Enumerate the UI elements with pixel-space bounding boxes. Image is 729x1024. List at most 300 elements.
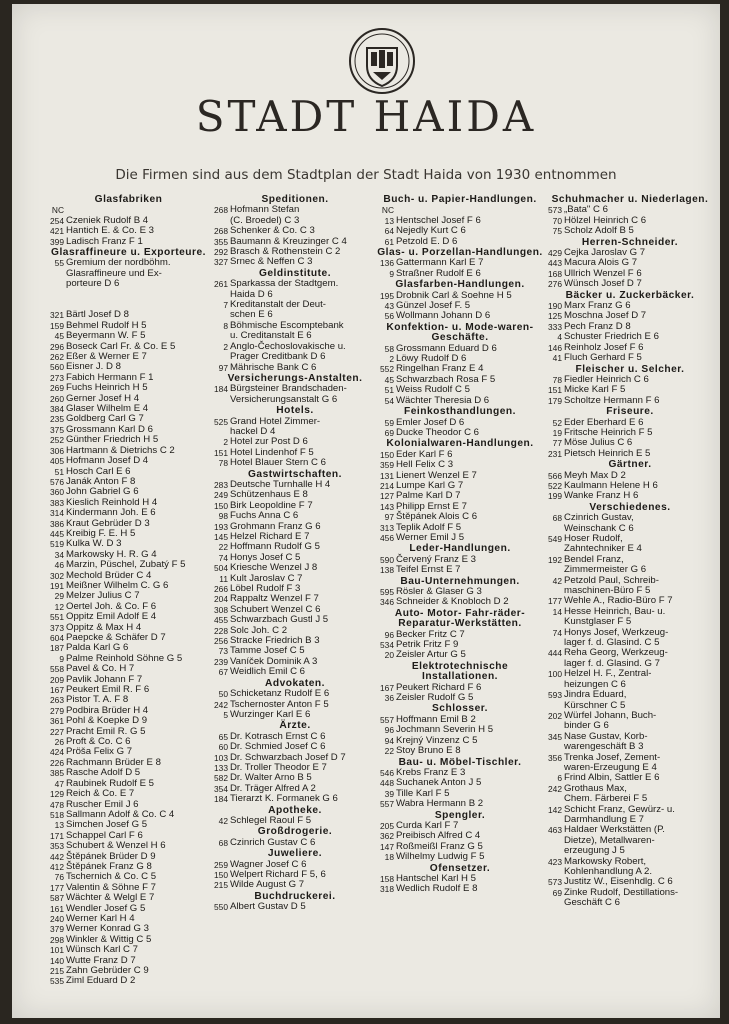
firm-name: Günzel Josef F. 5	[396, 300, 471, 312]
map-number: 78	[218, 458, 228, 469]
firm-name: Goldberg Carl G 7	[66, 413, 144, 425]
listing-entry	[210, 880, 380, 890]
firm-name: Wanke Franz H 6	[564, 490, 639, 502]
firm-name: Fritsche Heinrich F 5	[564, 426, 653, 438]
firm-name: Schwarzbach Gustl J 5	[230, 614, 329, 626]
firm-name: Honys Josef C 5	[230, 551, 301, 563]
category-heading: Elektrotechnische Installationen.	[411, 660, 509, 683]
listing-entry	[376, 269, 544, 279]
listing-entry	[46, 258, 211, 268]
map-number: 68	[552, 513, 562, 524]
listing-entry	[544, 576, 716, 586]
map-number: 456	[380, 532, 394, 543]
firm-name: Suchanek Anton J 5	[396, 777, 482, 789]
firm-name: Kindermann Joh. E 6	[66, 507, 156, 519]
map-number: 302	[50, 570, 64, 581]
map-number: 549	[548, 534, 562, 544]
map-number: 604	[50, 633, 64, 644]
listing-entry	[46, 237, 211, 247]
map-number: 478	[50, 799, 64, 810]
map-number: 354	[214, 783, 228, 794]
map-number: 69	[552, 887, 562, 898]
map-number: 177	[548, 596, 562, 607]
document-page	[12, 4, 720, 1018]
map-number: 18	[384, 852, 394, 863]
firm-name: Hotel Blauer Stern C 6	[230, 457, 326, 469]
map-number: 161	[50, 903, 64, 914]
firm-name: Rappaltz Wenzel F 7	[230, 593, 319, 605]
map-number: 260	[50, 393, 64, 404]
firm-name: Deutsche Turnhalle H 4	[230, 478, 331, 490]
map-number: 504	[214, 563, 228, 574]
listing-continuation: Dietze), Metallwaren-	[564, 834, 655, 846]
listing-entry	[210, 321, 380, 331]
firm-name: Petzold Paul, Schreib-	[564, 574, 659, 586]
listing-entry	[376, 396, 544, 406]
firm-name: Hölzel Heinrich C 6	[564, 214, 647, 226]
firm-name: Justitz W., Eisenhdlg. C 6	[564, 876, 673, 888]
firm-name: Zeisler Rudolf G 5	[396, 692, 474, 704]
map-number: 64	[384, 226, 394, 237]
firm-name: Tierarzt K. Formanek G 6	[230, 793, 338, 805]
map-number: 78	[552, 374, 562, 385]
map-number: 187	[50, 643, 64, 654]
firm-name: Grand Hotel Zimmer-	[230, 415, 321, 427]
firm-name: Schubert Wenzel C 6	[230, 603, 321, 615]
firm-name: Meißner Wilhelm C. G 6	[66, 579, 169, 591]
map-number: 448	[380, 778, 394, 789]
map-number: 73	[218, 646, 228, 657]
firm-name: Wächter & Welgl E 7	[66, 892, 155, 904]
firm-name: Schlegel Raoul F 5	[230, 814, 312, 826]
firm-name: Bendel Franz,	[564, 553, 624, 565]
map-number: 177	[50, 882, 64, 893]
listing-entry	[210, 794, 380, 804]
firm-name: Oppitz & Max H 4	[66, 621, 142, 633]
firm-name: Hoffmann Emil B 2	[396, 713, 476, 725]
firm-name: Hofmann Josef D 4	[66, 455, 149, 467]
firm-name: Sallmann Adolf & Co. C 4	[66, 808, 175, 820]
firm-name: Lumpe Karl G 7	[396, 479, 464, 491]
map-number: 202	[548, 710, 562, 721]
firm-name: Štěpánek Franz G 8	[66, 860, 152, 872]
firm-name: Pavlik Johann F 7	[66, 673, 143, 685]
firm-name: Lienert Wenzel E 7	[396, 469, 477, 481]
firm-name: Červený Franz E 3	[396, 553, 476, 565]
listing-continuation: Glasraffineure und Ex-	[66, 267, 162, 279]
listing-entry	[210, 458, 380, 468]
map-number: 2	[223, 437, 228, 448]
firm-name: Hosch Carl E 6	[66, 465, 131, 477]
map-number: 12	[54, 601, 64, 612]
listing-entry	[376, 746, 544, 756]
map-number: 361	[50, 716, 64, 727]
map-number: 215	[50, 966, 64, 977]
map-number: 298	[50, 934, 64, 945]
listing-entry	[210, 838, 380, 848]
map-number: 19	[552, 427, 562, 438]
firm-name: Löwy Rudolf D 6	[396, 353, 467, 365]
firm-name: Valentin & Söhne F 7	[66, 881, 156, 893]
firm-name: Stracke Friedrich B 3	[230, 635, 320, 647]
map-number: 292	[214, 247, 228, 258]
map-number: 13	[54, 820, 64, 831]
map-number: 8	[223, 320, 228, 331]
firm-name: Pracht Emil R. G 5	[66, 725, 146, 737]
firm-name: Boseck Carl Fr. & Co. E 5	[66, 340, 176, 352]
firm-name: Sparkassa der Stadtgem.	[230, 278, 339, 290]
map-number: 52	[552, 417, 562, 428]
map-number: 50	[218, 689, 228, 700]
map-number: 65	[218, 731, 228, 742]
map-number: 131	[380, 470, 394, 481]
category-heading: Speditionen.	[261, 194, 329, 205]
firm-name: Böhmische Escomptebank	[230, 319, 344, 331]
listing-entry	[544, 784, 716, 794]
firm-name: Haldaer Werkstätten (P.	[564, 824, 665, 836]
map-number: 560	[50, 362, 64, 373]
listing-continuation: Zahntechniker E 4	[564, 543, 642, 555]
firm-name: Fluch Gerhard F 5	[564, 352, 642, 364]
map-number: 595	[380, 587, 394, 598]
category-heading: Advokaten.	[265, 677, 325, 689]
listing-entry	[376, 650, 544, 660]
category-heading: Hotels.	[276, 405, 314, 417]
category-heading: Friseure.	[606, 406, 654, 418]
firm-name: Hotel Lindenhof F 5	[230, 446, 314, 458]
firm-name: Kreibig F. E. H 5	[66, 527, 136, 539]
firm-name: Baumann & Kreuzinger C 4	[230, 235, 347, 247]
firm-name: Schicht Franz, Gewürz- u.	[564, 803, 675, 815]
listing-continuation: hackel D 4	[230, 425, 276, 437]
map-number: 60	[218, 742, 228, 753]
firm-name: Podbira Brüder H 4	[66, 704, 149, 716]
map-number: 379	[50, 924, 64, 935]
map-number: 296	[50, 341, 64, 352]
firm-name: Pistor T. A. F 8	[66, 694, 129, 706]
map-number: 266	[214, 584, 228, 595]
firm-name: Hell Felix C 3	[396, 459, 454, 471]
map-number: 4	[557, 332, 562, 343]
firm-name: Stoy Bruno E 8	[396, 745, 461, 757]
listing-continuation: Chem. Färberei F 5	[564, 793, 648, 805]
map-number: 269	[50, 383, 64, 394]
firm-name: Wutte Franz D 7	[66, 954, 136, 966]
firm-name: Schuster Friedrich E 6	[564, 331, 659, 343]
category-heading: Spengler.	[434, 809, 486, 821]
map-number: 356	[548, 752, 562, 763]
firm-name: Krejný Vinzenz C 5	[396, 734, 478, 746]
map-number: 179	[548, 395, 562, 406]
map-number: 20	[384, 650, 394, 661]
category-heading: Glasraffineure u. Exporteure.	[51, 247, 206, 259]
firm-name: Kaulmann Helene H 6	[564, 479, 658, 491]
map-number: 158	[380, 873, 394, 884]
category-heading: Glas- u. Porzellan-Handlungen.	[377, 247, 543, 259]
firm-name: Behmel Rudolf H 5	[66, 319, 147, 331]
map-number: 14	[552, 606, 562, 617]
map-number: 228	[214, 625, 228, 636]
firm-name: Werner Karl H 4	[66, 912, 135, 924]
map-number: 150	[214, 500, 228, 511]
map-number: 42	[552, 575, 562, 586]
firm-name: Kraut Gebrüder D 3	[66, 517, 150, 529]
map-number: 209	[50, 674, 64, 685]
firm-name: Kieslich Reinhold H 4	[66, 496, 158, 508]
map-number: 67	[218, 667, 228, 678]
map-number: 26	[54, 737, 64, 748]
listing-continuation: Haida D 6	[230, 288, 273, 300]
listing-continuation: heizungen C 6	[564, 678, 626, 690]
listing-continuation: u. Creditanstalt E 6	[230, 330, 312, 342]
firm-name: Wurzinger Karl E 6	[230, 708, 311, 720]
firm-name: Schubert & Wenzel H 6	[66, 840, 166, 852]
firm-name: Marzin, Püschel, Zubatý F 5	[66, 559, 186, 571]
map-number: 54	[384, 395, 394, 406]
category-heading: Glasfarben-Handlungen.	[395, 279, 525, 291]
map-number: 150	[214, 870, 228, 880]
category-heading: Geldinstitute.	[258, 267, 332, 279]
firm-name: Palme Reinhold Söhne G 5	[66, 652, 183, 664]
map-number: 147	[380, 841, 394, 852]
firm-name: Solc Joh. C 2	[230, 624, 288, 636]
listing-entry	[544, 711, 716, 721]
map-number: 226	[50, 757, 64, 768]
listing-entry	[544, 353, 716, 363]
category-heading: Schlosser.	[432, 703, 488, 715]
map-number: 61	[384, 236, 394, 247]
map-number: 98	[218, 511, 228, 522]
map-number: 136	[380, 258, 394, 269]
listing-entry	[376, 237, 544, 247]
map-number: 34	[54, 549, 64, 560]
category-heading: Apotheke.	[268, 804, 322, 816]
listing-entry	[544, 628, 716, 638]
map-number: 254	[50, 215, 64, 226]
map-number: 125	[548, 311, 562, 322]
firm-name: Raubinek Rudolf E 5	[66, 777, 154, 789]
firm-name: Hofmann Stefan	[230, 204, 300, 216]
listing-entry	[210, 667, 380, 677]
firm-name: Anglo-Čechoslovakische u.	[230, 340, 346, 352]
directory-column-4	[544, 194, 716, 909]
map-number: 386	[50, 518, 64, 529]
firm-name: Werner Emil J 5	[396, 531, 465, 543]
firm-name: Trenka Josef, Zement-	[564, 751, 661, 763]
map-number: 96	[384, 629, 394, 640]
map-number: 199	[548, 491, 562, 502]
firm-name: Pavel & Co. H 7	[66, 663, 135, 675]
firm-name: Krebs Franz E 3	[396, 766, 466, 778]
page-title: STADT HAIDA	[195, 92, 537, 141]
category-heading: Gärtner.	[608, 459, 652, 471]
category-heading: Glasfabriken	[94, 194, 163, 205]
listing-continuation: lager f. d. Glasind. G 7	[564, 657, 660, 669]
map-number: 77	[552, 438, 562, 449]
firm-name: Frind Albin, Sattler E 6	[564, 772, 660, 784]
map-number: 573	[548, 877, 562, 888]
map-number: 51	[54, 466, 64, 477]
firm-name: Petrik Fritz F 9	[396, 639, 459, 651]
map-number: 184	[214, 384, 228, 395]
map-number: 45	[54, 331, 64, 342]
listing-continuation: Zimmermeister G 6	[564, 564, 647, 576]
map-number: 550	[214, 902, 228, 913]
listing-entry	[376, 311, 544, 321]
map-number: 204	[214, 594, 228, 605]
map-number: 150	[380, 449, 394, 460]
map-number: 7	[223, 300, 228, 311]
map-number: 191	[50, 580, 64, 591]
firm-name: Dr. Träger Alfred A 2	[230, 782, 316, 794]
listing-entry	[210, 279, 380, 289]
firm-name: Kreditanstalt der Deut-	[230, 299, 326, 311]
map-number: 133	[214, 762, 228, 773]
map-number: 268	[214, 205, 228, 216]
firm-name: Winkler & Wittig C 5	[66, 933, 152, 945]
firm-name: Beyermann W. F 5	[66, 330, 146, 342]
firm-name: Proft & Co. C 6	[66, 736, 131, 748]
firm-name: Weidlich Emil C 6	[230, 666, 305, 678]
map-number: 308	[214, 604, 228, 615]
firm-name: Scholz Adolf B 5	[564, 225, 634, 237]
firm-name: Kriesche Wenzel J 8	[230, 562, 318, 574]
map-number: 273	[50, 372, 64, 383]
listing-continuation: Kohlenhandlung A 2.	[564, 866, 653, 877]
firm-name: Teplik Adolf F 5	[396, 521, 462, 533]
firm-name: Preibisch Alfred C 4	[396, 830, 481, 842]
map-number: 355	[214, 236, 228, 247]
map-number: 9	[59, 653, 64, 664]
map-number: 535	[50, 976, 64, 987]
map-number: 51	[384, 385, 394, 396]
firm-name: Weiss Rudolf C 5	[396, 384, 470, 396]
map-number: 146	[548, 342, 562, 353]
map-number: 256	[214, 636, 228, 647]
listing-entry	[210, 417, 380, 427]
firm-name: Kult Jaroslav C 7	[230, 572, 303, 584]
map-number: 69	[384, 427, 394, 438]
map-number: 159	[50, 320, 64, 331]
category-heading: Kolonialwaren-Handlungen.	[386, 438, 534, 450]
firm-name: Günther Friedrich H 5	[66, 434, 159, 446]
category-heading: Juweliere.	[267, 848, 323, 860]
listing-entry	[544, 449, 716, 459]
firm-name: Grothaus Max,	[564, 782, 627, 794]
firm-name: Schneider & Knobloch D 2	[396, 596, 509, 608]
firm-name: Hoffmann Rudolf G 5	[230, 541, 320, 553]
map-number: 360	[50, 487, 64, 498]
firm-name: Helzel Richard E 7	[230, 531, 310, 542]
firm-name: Ruscher Emil J 6	[66, 798, 139, 810]
firm-name: Hantschel Karl H 5	[396, 872, 476, 884]
directory-column-1	[46, 194, 211, 987]
listing-continuation: Versicherungsanstalt G 6	[230, 393, 338, 405]
map-number: 558	[50, 664, 64, 675]
firm-name: Palme Karl D 7	[396, 490, 461, 502]
map-number: 557	[380, 799, 394, 810]
map-number: 94	[384, 735, 394, 746]
map-number: 127	[380, 491, 394, 502]
listing-entry	[210, 902, 380, 912]
firm-name: Štěpánek Brüder D 9	[66, 850, 156, 862]
firm-name: Simchen Josef G 5	[66, 819, 148, 831]
map-number: 587	[50, 893, 64, 904]
map-number: 42	[218, 815, 228, 826]
listing-entry	[544, 648, 716, 658]
firm-name: Helzel H. F., Zentral-	[564, 668, 652, 680]
map-number: 519	[50, 539, 64, 550]
firm-name: Löbel Rudolf F 3	[230, 583, 301, 595]
map-number: 313	[380, 522, 394, 533]
listing-entry	[544, 396, 716, 406]
category-heading: Bäcker u. Zuckerbäcker.	[565, 289, 695, 301]
firm-name: Rachmann Brüder E 8	[66, 756, 161, 768]
listing-entry	[544, 607, 716, 617]
map-number: 74	[218, 552, 228, 563]
category-heading: Bau- u. Möbel-Tischler.	[398, 756, 522, 768]
map-number: 445	[50, 528, 64, 539]
map-number: 279	[50, 705, 64, 716]
map-number: 142	[548, 804, 562, 815]
map-number: 2	[223, 341, 228, 352]
firm-name: Eder Eberhard E 6	[564, 416, 644, 428]
firm-name: Cejka Jaroslav G 7	[564, 247, 646, 259]
directory-column-2	[210, 194, 380, 913]
firm-name: Schützenhaus E 8	[230, 489, 308, 501]
firm-name: Philipp Ernst E 7	[396, 500, 467, 512]
firm-name: Marx Franz G 6	[564, 300, 631, 312]
map-number: 424	[50, 747, 64, 758]
map-number: 56	[384, 311, 394, 322]
map-number: 346	[380, 597, 394, 608]
firm-name: Wabra Hermann B 2	[396, 798, 484, 810]
map-number: 9	[389, 268, 394, 279]
listing-entry	[544, 669, 716, 679]
firm-name: Mechold Brüder C 4	[66, 569, 152, 581]
listing-entry	[544, 857, 716, 867]
firm-name: Kulka W. D 3	[66, 538, 122, 550]
firm-name: Schenker & Co. C 3	[230, 225, 315, 237]
firm-name: Oertel Joh. & Co. F 6	[66, 600, 157, 612]
listing-entry	[544, 513, 716, 523]
firm-name: Ducke Theodor C 6	[396, 426, 480, 438]
firm-name: Werner Konrad G 3	[66, 923, 150, 935]
listing-entry	[544, 825, 716, 835]
firm-name: Hoser Rudolf,	[564, 533, 623, 544]
firm-name: Wächter Theresia D 6	[396, 394, 490, 406]
category-heading: Buch- u. Papier-Handlungen.	[383, 194, 537, 205]
map-number: 276	[548, 279, 562, 290]
category-heading: Verschiedenes.	[589, 501, 671, 513]
firm-name: Czeniek Rudolf B 4	[66, 214, 149, 226]
listing-entry	[210, 300, 380, 310]
map-number: 6	[557, 773, 562, 784]
map-number: 412	[50, 861, 64, 872]
firm-name: Hesse Heinrich, Bau- u.	[564, 605, 666, 617]
map-number: 242	[214, 699, 228, 710]
listing-continuation: Weinschank C 6	[564, 522, 634, 534]
firm-name: Gerner Josef H 4	[66, 392, 140, 404]
map-number: 333	[548, 321, 562, 332]
firm-name: Fuchs Anna C 6	[230, 510, 299, 522]
map-number: 75	[552, 226, 562, 237]
map-number: 59	[384, 417, 394, 428]
map-number: 576	[50, 476, 64, 487]
map-number: 129	[50, 789, 64, 800]
map-number: 463	[548, 825, 562, 836]
firm-name: Reinholz Josef F 6	[564, 341, 644, 353]
